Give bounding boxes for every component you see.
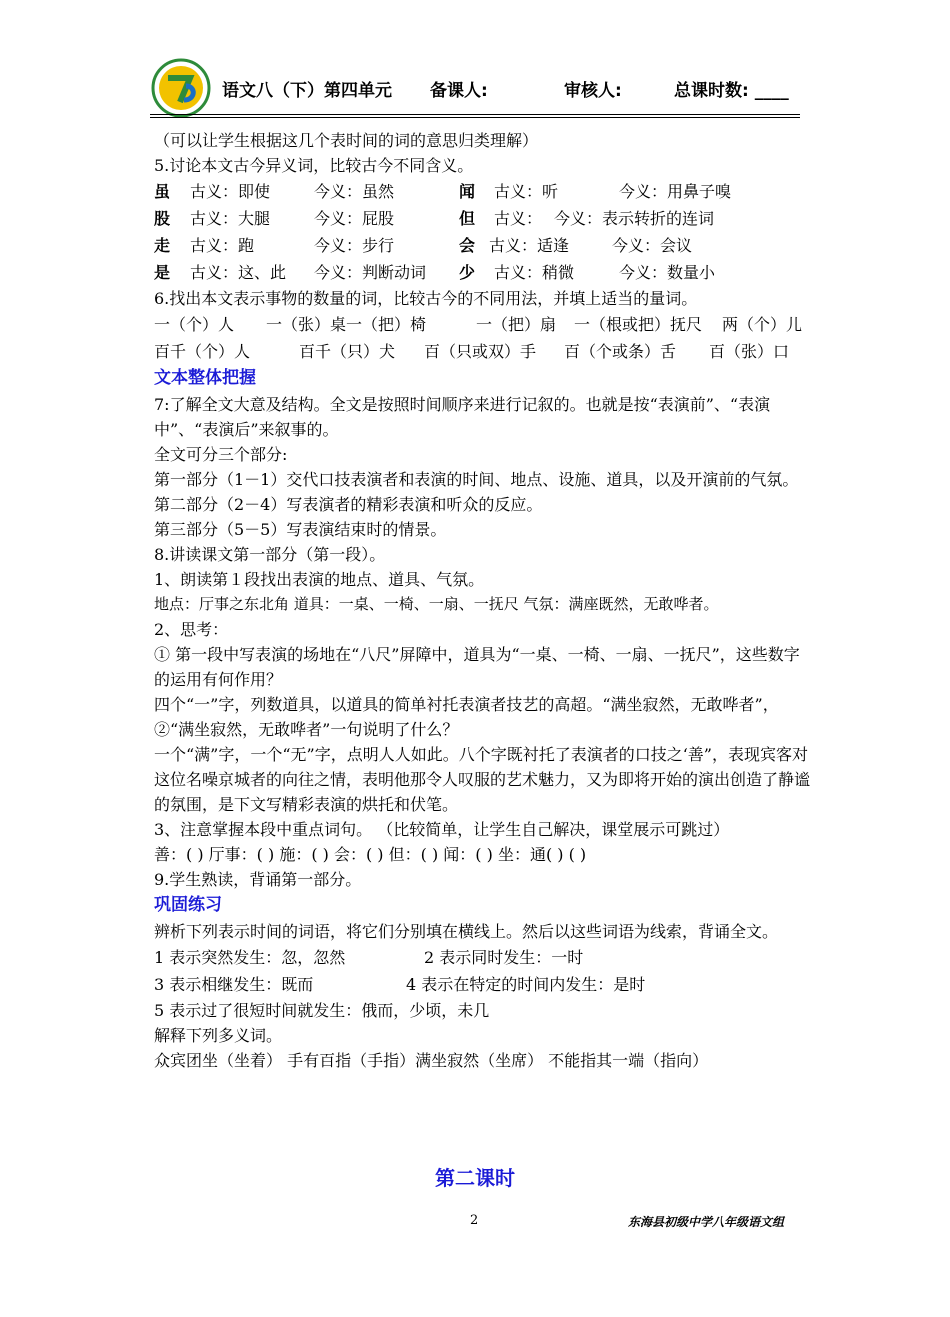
- text-line: 1、朗读第１段找出表演的地点、道具、气氛。: [154, 570, 485, 589]
- text-line: （可以让学生根据这几个表时间的词的意思归类理解）: [154, 131, 539, 150]
- document-body: [154, 128, 814, 1073]
- blank-fill-line: 善：( ) 厅事：( ) 施：( ) 会：( ) 但：( ) 闻：( ) 坐：通( ) ( ): [154, 845, 587, 864]
- text-paragraph: 第一部分（1－1）交代口技表演者和表演的时间、地点、设施、道具，以及开演前的气氛。: [154, 470, 799, 489]
- header-rule: [150, 114, 800, 118]
- footer-organization: 东海县初级中学八年级语文组: [628, 1215, 785, 1229]
- prep-label: 备课人:: [430, 81, 488, 101]
- text-line: 解释下列多义词。: [154, 1026, 283, 1045]
- section-heading: 巩固练习: [154, 895, 222, 915]
- text-line: 9.学生熟读，背诵第一部分。: [154, 870, 362, 889]
- text-paragraph: ① 第一段中写表演的场地在“八尺”屏障中，道具为“一桌、一椅、一扇、一抚尺”，这些数字的运用有何作用？: [154, 645, 800, 689]
- page-header: [150, 58, 800, 118]
- text-line: 全文可分三个部分:: [154, 445, 288, 464]
- total-lessons-label: 总课时数: ____: [674, 81, 789, 101]
- text-line: 5 表示过了很短时间就发生：俄而，少顷，未几: [154, 1001, 490, 1020]
- text-line: 众宾团坐（坐着） 手有百指（手指）满坐寂然（坐席） 不能指其一端（指向）: [154, 1051, 709, 1070]
- text-line: 第三部分（5－5）写表演结束时的情景。: [154, 520, 447, 539]
- text-line: 5.讨论本文古今异义词，比较古今不同含义。: [154, 156, 474, 175]
- word-row: 走 古义：跑 今义：步行 会 古义：适逢 今义：会议: [154, 236, 693, 255]
- quantifier-row: 百千（个）人 百千（只）犬 百（只或双）手 百（个或条）舌 百（张）口: [154, 342, 790, 361]
- text-paragraph: 辨析下列表示时间的词语，将它们分别填在横线上。然后以这些词语为线索，背诵全文。: [154, 922, 779, 941]
- exercise-row: 3 表示相继发生：既而 4 表示在特定的时间内发生：是时: [154, 975, 646, 994]
- quantifier-row: 一（个）人 一（张）桌一（把）椅 一（把）扇 一（根或把）抚尺 两（个）儿: [154, 315, 803, 334]
- exercise-row: 1 表示突然发生：忽，忽然 2 表示同时发生：一时: [154, 948, 584, 967]
- text-line: 2、思考：: [154, 620, 229, 639]
- review-label: 审核人:: [564, 81, 622, 101]
- text-paragraph: 7:了解全文大意及结构。全文是按照时间顺序来进行记叙的。也就是按“表演前”、“表演中”、“表演后”来叙事的。: [154, 395, 771, 439]
- text-line: 地点：厅事之东北角 道具：一桌、一椅、一扇、一抚尺 气氛：满座既然，无敢哗者。: [154, 595, 719, 613]
- section-heading: 文本整体把握: [154, 368, 256, 388]
- page-number: 2: [470, 1213, 479, 1228]
- text-line: 6.找出本文表示事物的数量的词，比较古今的不同用法，并填上适当的量词。: [154, 289, 698, 308]
- word-row: 股 古义：大腿 今义：屁股 但 古义： 今义：表示转折的连词: [154, 209, 715, 228]
- text-line: 3、注意掌握本段中重点词句。 （比较简单，让学生自己解决，课堂展示可跳过）: [154, 820, 730, 839]
- word-row: 是 古义：这、此 今义：判断动词 少 古义：稍微 今义：数量小: [154, 263, 716, 282]
- school-logo-icon: [150, 58, 212, 118]
- text-paragraph: 四个“一”字，列数道具，以道具的简单衬托表演者技艺的高超。“满坐寂然，无敢哗者”，②“满坐寂然，无敢哗者”一句说明了什么？: [154, 695, 779, 739]
- text-paragraph: 一个“满”字，一个“无”字，点明人人如此。八个字既衬托了表演者的口技之‘善”，表现宾客对这位名噪京城者的向往之情，表明他那令人叹服的艺术魅力，又为即将开始的演出创造了静谧的氛围，是下文写精彩表演的烘托和伏笔。: [154, 745, 811, 814]
- unit-title: 语文八（下）第四单元: [222, 81, 392, 101]
- lesson-title: 第二课时: [435, 1166, 515, 1190]
- word-row: 虽 古义：即使 今义：虽然 闻 古义：听 今义：用鼻子嗅: [154, 182, 732, 201]
- text-line: 第二部分（2－4）写表演者的精彩表演和听众的反应。: [154, 495, 543, 514]
- text-line: 8.讲读课文第一部分（第一段）。: [154, 545, 386, 564]
